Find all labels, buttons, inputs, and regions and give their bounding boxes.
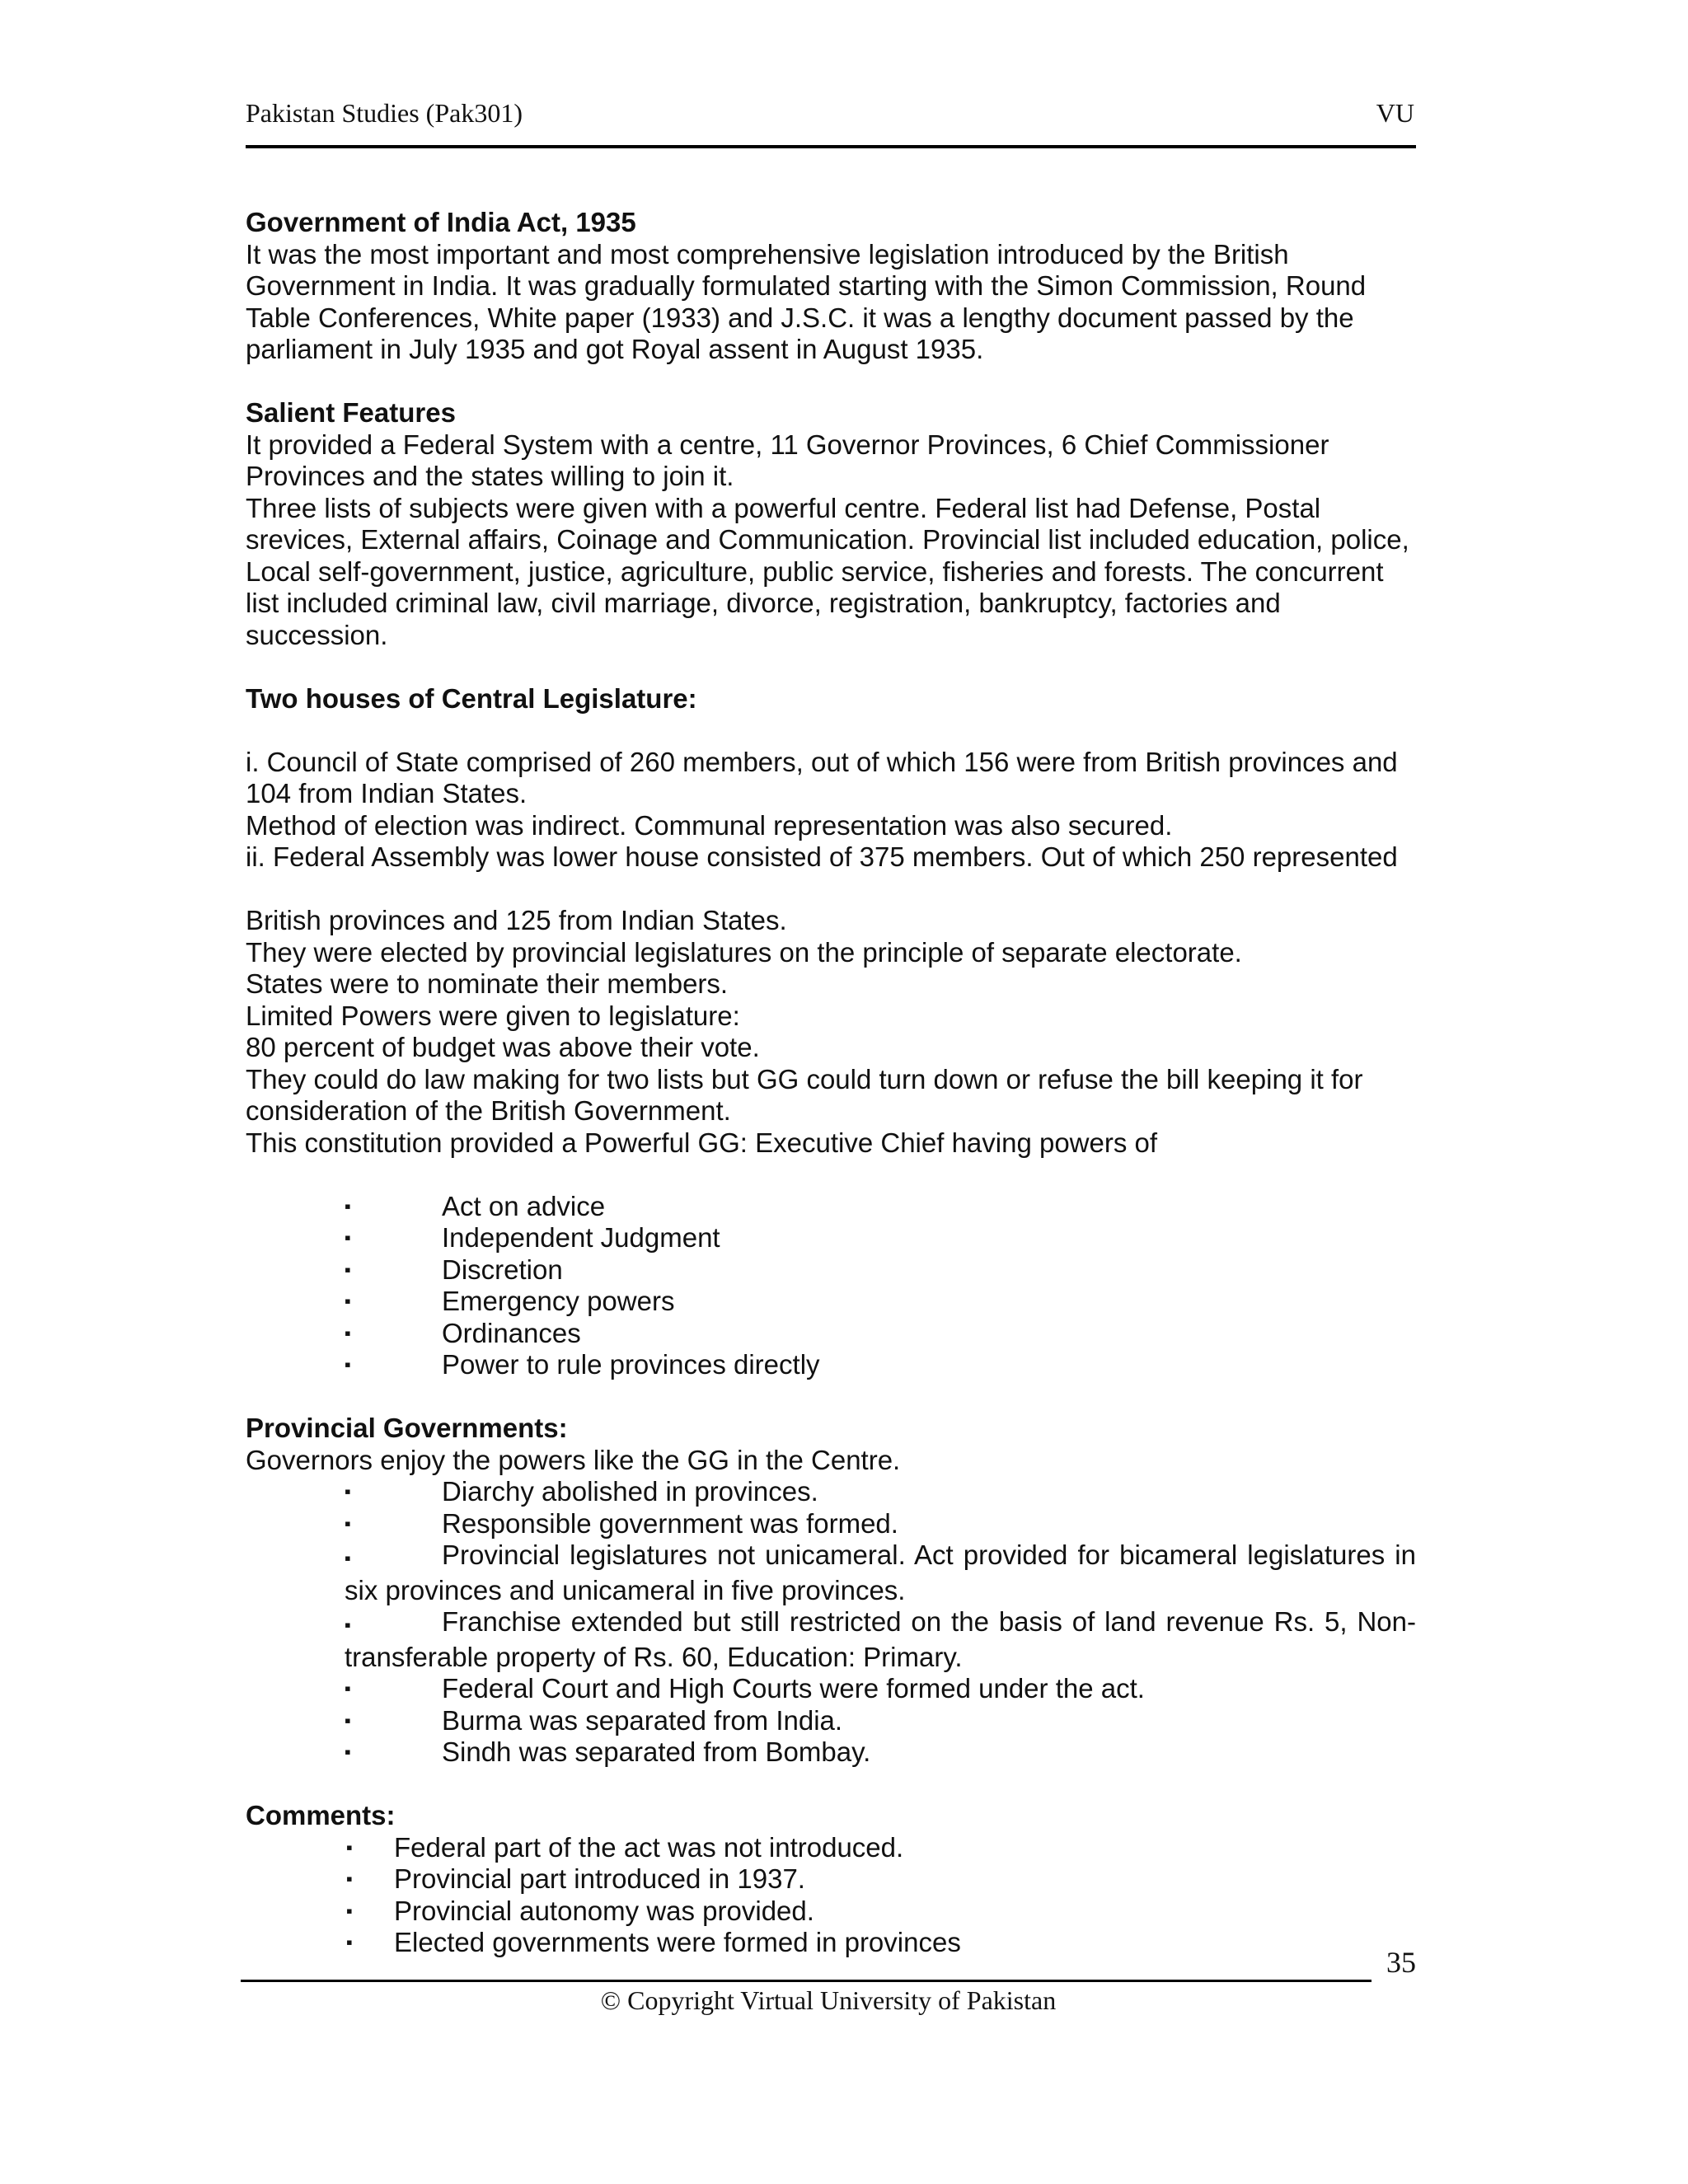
header-vu: VU xyxy=(1376,98,1414,128)
text-line: parliament in July 1935 and got Royal assent in August 1935. xyxy=(246,334,984,364)
text-line: srevices, External affairs, Coinage and Communication. Provincial list included education, police, xyxy=(246,524,1409,555)
list-item: ▪ Franchise extended but still restricted on the basis of land revenue Rs. 5, Non-transferable property of Rs. 60, Education: Primary. xyxy=(345,1606,1416,1672)
list-item: ▪ Emergency powers xyxy=(345,1286,675,1316)
paragraph-federal-assembly xyxy=(246,905,1416,1159)
text-line: i. Council of State comprised of 260 members, out of which 156 were from British provinces and xyxy=(246,746,1398,777)
text-line: This constitution provided a Powerful GG: Executive Chief having powers of xyxy=(246,1127,1158,1158)
text-line: Local self-government, justice, agriculture, public service, fisheries and forests. The concurrent xyxy=(246,555,1384,587)
bullet-icon: ▪ xyxy=(345,1291,351,1311)
list-item: ▪ Act on advice xyxy=(345,1190,606,1221)
list-item: ▪ Diarchy abolished in provinces. xyxy=(345,1476,818,1507)
header-course-title: Pakistan Studies (Pak301) xyxy=(246,98,523,128)
copyright-notice: © Copyright Virtual University of Pakistan xyxy=(600,1985,1057,2015)
list-item: ▪ Provincial part introduced in 1937. xyxy=(346,1863,805,1894)
bullet-icon: ▪ xyxy=(345,1322,351,1343)
text-line: British provinces and 125 from Indian States. xyxy=(246,905,787,935)
heading-comments: Comments: xyxy=(246,1800,396,1830)
text-line: Government in India. It was gradually formulated starting with the Simon Commission, Round xyxy=(246,270,1367,301)
bullet-icon: ▪ xyxy=(345,1512,351,1534)
page-header xyxy=(246,97,1414,129)
bullet-icon: ▪ xyxy=(345,1741,351,1762)
text-line: States were to nominate their members. xyxy=(246,968,729,999)
list-item: ▪ Provincial autonomy was provided. xyxy=(346,1895,814,1926)
bullet-icon: ▪ xyxy=(345,1258,351,1280)
text-line: Limited Powers were given to legislature: xyxy=(246,1000,740,1031)
paragraph-council-of-state xyxy=(246,747,1416,874)
heading-government-of-india-act: Government of India Act, 1935 xyxy=(246,207,636,237)
text-line: list included criminal law, civil marriage, divorce, registration, bankruptcy, factories and xyxy=(246,588,1281,618)
bullet-icon: ▪ xyxy=(346,1932,353,1952)
heading-provincial-governments: Provincial Governments: xyxy=(246,1413,568,1443)
text-line: ii. Federal Assembly was lower house consisted of 375 members. Out of which 250 represented xyxy=(246,841,1398,872)
page-body xyxy=(246,207,1416,1959)
list-item: ▪ Federal Court and High Courts were formed under the act. xyxy=(345,1673,1145,1704)
bullet-icon: ▪ xyxy=(346,1900,353,1921)
paragraph-intro xyxy=(246,239,1416,366)
provincial-intro: Governors enjoy the powers like the GG in the Centre. xyxy=(246,1444,901,1475)
bullet-icon: ▪ xyxy=(345,1709,351,1731)
list-item: ▪ Burma was separated from India. xyxy=(345,1704,843,1736)
text-line: It was the most important and most comprehensive legislation introduced by the British xyxy=(246,238,1289,269)
list-item: ▪ Independent Judgment xyxy=(345,1222,720,1253)
bullet-icon: ▪ xyxy=(345,1678,351,1699)
bullet-icon: ▪ xyxy=(345,1227,351,1248)
provincial-list xyxy=(246,1476,1416,1769)
footer-rule xyxy=(241,1980,1372,1982)
text-line: 104 from Indian States. xyxy=(246,778,528,808)
text-line: Three lists of subjects were given with a powerful centre. Federal list had Defense, Postal xyxy=(246,492,1321,523)
text-line: Table Conferences, White paper (1933) and J.S.C. it was a lengthy document passed by the xyxy=(246,302,1354,333)
comments-list xyxy=(246,1832,1416,1959)
text-line: Provinces and the states willing to join it. xyxy=(246,461,734,491)
text-line: 80 percent of budget was above their vote. xyxy=(246,1032,760,1062)
text-line: It provided a Federal System with a centre, 11 Governor Provinces, 6 Chief Commissioner xyxy=(246,429,1329,460)
list-item: ▪ Ordinances xyxy=(345,1317,581,1348)
header-rule xyxy=(246,145,1416,148)
list-item: ▪ Sindh was separated from Bombay. xyxy=(345,1736,871,1767)
text-line: succession. xyxy=(246,619,388,650)
list-item: ▪ Federal part of the act was not introduced. xyxy=(346,1831,904,1863)
page-number: 35 xyxy=(1386,1946,1416,1979)
paragraph-salient-features xyxy=(246,429,1416,652)
list-item: ▪ Responsible government was formed. xyxy=(345,1507,898,1539)
list-item: ▪ Provincial legislatures not unicameral. Act provided for bicameral legislatures in six provinces and unicameral in five provinces. xyxy=(345,1540,1416,1605)
heading-central-legislature: Two houses of Central Legislature: xyxy=(246,682,697,714)
heading-salient-features: Salient Features xyxy=(246,397,456,428)
text-line: They were elected by provincial legislatures on the principle of separate electorate. xyxy=(246,936,1242,968)
list-item: ▪ Power to rule provinces directly xyxy=(345,1349,820,1380)
bullet-icon: ▪ xyxy=(345,1354,351,1375)
text-line: Method of election was indirect. Communal representation was also secured. xyxy=(246,809,1173,841)
gg-powers-list xyxy=(246,1191,1416,1381)
bullet-icon: ▪ xyxy=(345,1195,351,1216)
list-item: ▪ Elected governments were formed in provinces xyxy=(346,1927,961,1957)
bullet-icon: ▪ xyxy=(346,1868,353,1889)
text-line: They could do law making for two lists but GG could turn down or refuse the bill keeping it for xyxy=(246,1063,1363,1094)
bullet-icon: ▪ xyxy=(346,1836,353,1858)
text-line: consideration of the British Government. xyxy=(246,1095,731,1126)
bullet-icon: ▪ xyxy=(345,1481,351,1502)
list-item: ▪ Discretion xyxy=(345,1254,563,1285)
